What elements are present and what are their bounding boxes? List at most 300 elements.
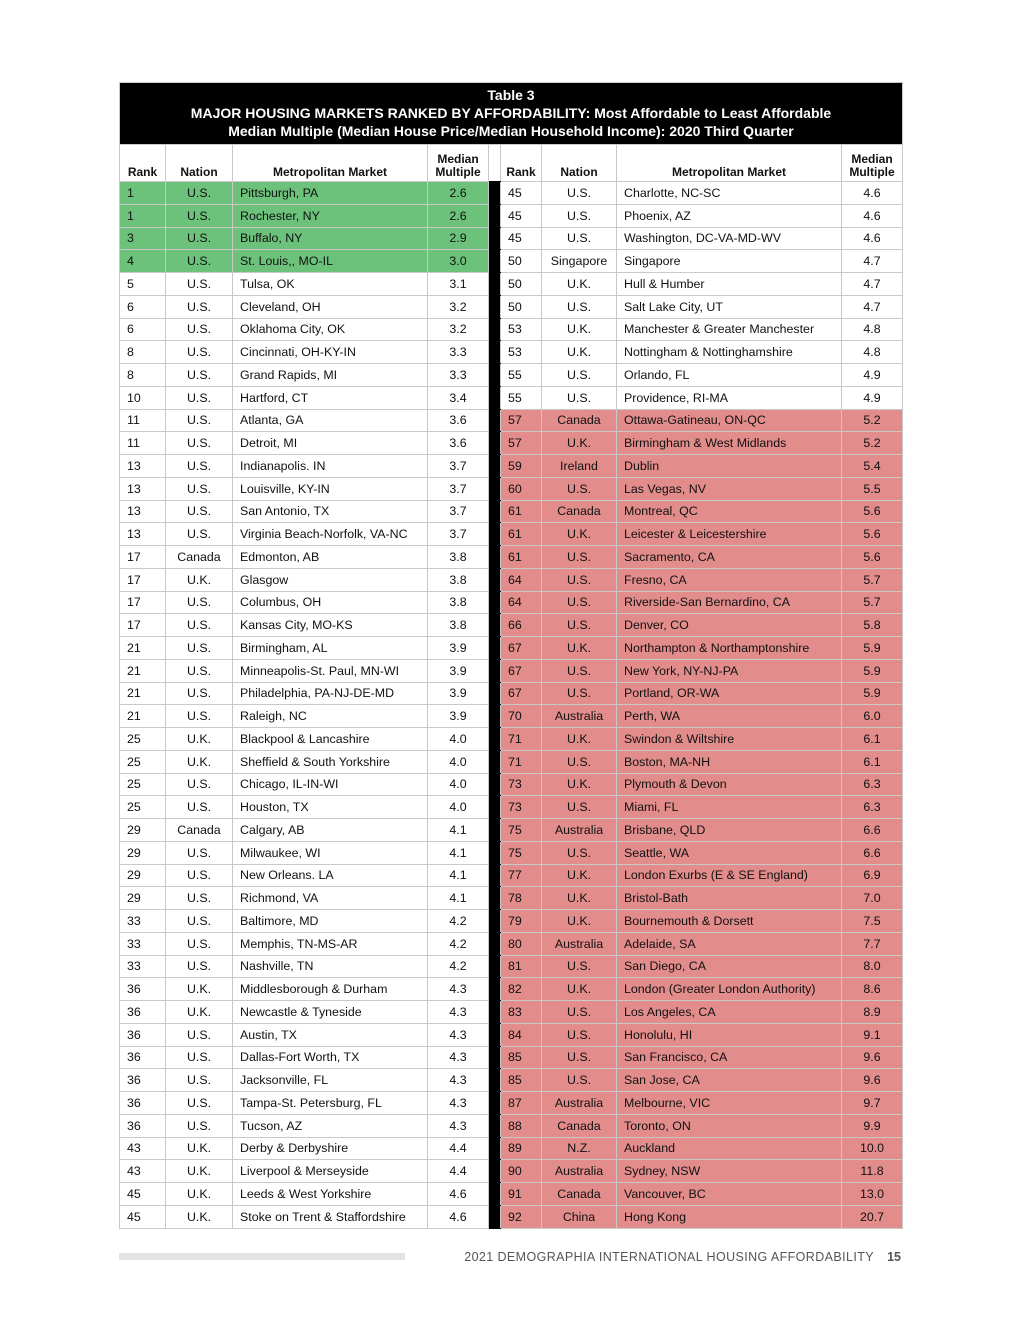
right-metro-cell: Auckland: [617, 1137, 842, 1160]
left-multiple-cell: 3.9: [428, 682, 489, 705]
right-rank-cell: 50: [501, 295, 542, 318]
column-separator: [489, 1114, 501, 1137]
right-metro-cell: Seattle, WA: [617, 841, 842, 864]
left-nation-cell: Canada: [166, 546, 233, 569]
left-multiple-cell: 4.6: [428, 1183, 489, 1206]
table-row: [120, 455, 903, 478]
left-nation-cell: U.S.: [166, 932, 233, 955]
left-nation-cell: U.S.: [166, 955, 233, 978]
left-nation-cell: U.S.: [166, 682, 233, 705]
left-rank-cell: 13: [120, 477, 166, 500]
right-multiple-cell: 13.0: [842, 1183, 903, 1206]
right-metro-cell: Nottingham & Nottinghamshire: [617, 341, 842, 364]
column-header-row: [120, 145, 903, 182]
table-row: [120, 637, 903, 660]
left-rank-cell: 5: [120, 273, 166, 296]
right-metro-cell: Bournemouth & Dorsett: [617, 910, 842, 933]
table-row: [120, 910, 903, 933]
table-row: [120, 864, 903, 887]
right-nation-cell: U.S.: [542, 750, 617, 773]
left-nation-cell: U.S.: [166, 227, 233, 250]
table-row: [120, 1114, 903, 1137]
right-metro-cell: Phoenix, AZ: [617, 204, 842, 227]
right-nation-cell: Australia: [542, 1092, 617, 1115]
right-multiple-cell: 20.7: [842, 1205, 903, 1228]
left-multiple-cell: 3.8: [428, 614, 489, 637]
right-rank-cell: 73: [501, 796, 542, 819]
right-multiple-cell: 6.3: [842, 796, 903, 819]
right-rank-cell: 60: [501, 477, 542, 500]
left-rank-cell: 6: [120, 295, 166, 318]
right-nation-cell: U.S.: [542, 182, 617, 205]
left-nation-cell: U.K.: [166, 978, 233, 1001]
column-separator: [489, 250, 501, 273]
right-metro-cell: New York, NY-NJ-PA: [617, 659, 842, 682]
left-rank-cell: 21: [120, 705, 166, 728]
table-row: [120, 932, 903, 955]
left-metro-cell: Indianapolis. IN: [233, 455, 428, 478]
column-separator: [489, 1023, 501, 1046]
left-metro-cell: Birmingham, AL: [233, 637, 428, 660]
table-row: [120, 318, 903, 341]
left-nation-cell: U.S.: [166, 1114, 233, 1137]
left-nation-cell: U.S.: [166, 1092, 233, 1115]
right-rank-cell: 57: [501, 409, 542, 432]
table-row: [120, 796, 903, 819]
table-row: [120, 546, 903, 569]
left-metro-cell: New Orleans. LA: [233, 864, 428, 887]
right-multiple-cell: 4.6: [842, 182, 903, 205]
left-metro-cell: Milwaukee, WI: [233, 841, 428, 864]
left-nation-cell: U.S.: [166, 1023, 233, 1046]
right-rank-cell: 59: [501, 455, 542, 478]
right-multiple-cell: 9.6: [842, 1046, 903, 1069]
left-rank-cell: 6: [120, 318, 166, 341]
column-separator: [489, 637, 501, 660]
left-nation-cell: U.S.: [166, 773, 233, 796]
column-separator: [489, 796, 501, 819]
right-nation-cell: Singapore: [542, 250, 617, 273]
right-multiple-cell: 5.9: [842, 659, 903, 682]
column-separator: [489, 887, 501, 910]
right-rank-cell: 45: [501, 204, 542, 227]
left-rank-cell: 8: [120, 341, 166, 364]
left-multiple-cell: 4.0: [428, 796, 489, 819]
right-nation-cell: U.K.: [542, 341, 617, 364]
right-nation-cell: U.S.: [542, 659, 617, 682]
right-rank-cell: 90: [501, 1160, 542, 1183]
left-nation-cell: U.S.: [166, 591, 233, 614]
right-rank-cell: 45: [501, 227, 542, 250]
column-separator: [489, 568, 501, 591]
right-nation-cell: Australia: [542, 1160, 617, 1183]
right-rank-cell: 79: [501, 910, 542, 933]
left-multiple-cell: 3.9: [428, 637, 489, 660]
column-separator: [489, 1046, 501, 1069]
left-metro-cell: Cincinnati, OH-KY-IN: [233, 341, 428, 364]
right-metro-cell: Providence, RI-MA: [617, 386, 842, 409]
left-rank-cell: 10: [120, 386, 166, 409]
right-multiple-cell: 9.1: [842, 1023, 903, 1046]
table-row: [120, 1205, 903, 1228]
left-metro-cell: Oklahoma City, OK: [233, 318, 428, 341]
left-rank-cell: 43: [120, 1137, 166, 1160]
right-nation-cell: U.S.: [542, 364, 617, 387]
right-nation-cell: U.S.: [542, 546, 617, 569]
right-nation-cell: U.K.: [542, 273, 617, 296]
right-multiple-cell: 9.7: [842, 1092, 903, 1115]
right-nation-cell: U.S.: [542, 955, 617, 978]
left-multiple-cell: 3.7: [428, 500, 489, 523]
right-metro-cell: Fresno, CA: [617, 568, 842, 591]
right-metro-cell: Perth, WA: [617, 705, 842, 728]
right-multiple-cell: 9.9: [842, 1114, 903, 1137]
right-rank-cell: 67: [501, 659, 542, 682]
left-rank-cell: 3: [120, 227, 166, 250]
right-metro-cell: Vancouver, BC: [617, 1183, 842, 1206]
right-metro-cell: Birmingham & West Midlands: [617, 432, 842, 455]
table-row: [120, 273, 903, 296]
left-multiple-cell: 3.3: [428, 364, 489, 387]
left-multiple-cell: 3.4: [428, 386, 489, 409]
table-subtitle-2: Median Multiple (Median House Price/Median Household Income): 2020 Third Quarter: [228, 123, 794, 139]
table-row: [120, 1069, 903, 1092]
right-multiple-cell: 6.3: [842, 773, 903, 796]
header-rank-right: Rank: [501, 145, 542, 182]
table-row: [120, 1183, 903, 1206]
right-multiple-cell: 5.2: [842, 432, 903, 455]
right-multiple-cell: 4.8: [842, 341, 903, 364]
right-nation-cell: U.S.: [542, 682, 617, 705]
left-multiple-cell: 4.0: [428, 773, 489, 796]
left-rank-cell: 29: [120, 841, 166, 864]
left-metro-cell: Richmond, VA: [233, 887, 428, 910]
left-multiple-cell: 3.8: [428, 546, 489, 569]
column-separator: [489, 705, 501, 728]
right-nation-cell: U.S.: [542, 614, 617, 637]
header-multiple-line1: Median: [437, 152, 479, 166]
left-metro-cell: Detroit, MI: [233, 432, 428, 455]
left-nation-cell: U.S.: [166, 659, 233, 682]
left-rank-cell: 13: [120, 455, 166, 478]
left-nation-cell: U.S.: [166, 1069, 233, 1092]
left-nation-cell: U.S.: [166, 523, 233, 546]
column-separator: [489, 1183, 501, 1206]
column-separator: [489, 432, 501, 455]
right-metro-cell: Portland, OR-WA: [617, 682, 842, 705]
table-body: [120, 182, 903, 1229]
right-multiple-cell: 6.0: [842, 705, 903, 728]
column-separator: [489, 1205, 501, 1228]
left-rank-cell: 4: [120, 250, 166, 273]
left-rank-cell: 17: [120, 614, 166, 637]
footer-publication: 2021 DEMOGRAPHIA INTERNATIONAL HOUSING AFFORDABILITY: [464, 1250, 874, 1264]
left-multiple-cell: 4.2: [428, 955, 489, 978]
column-separator: [489, 1001, 501, 1024]
right-metro-cell: Boston, MA-NH: [617, 750, 842, 773]
header-rank-left: Rank: [120, 145, 166, 182]
right-metro-cell: Las Vegas, NV: [617, 477, 842, 500]
header-multiple-line1: Median: [851, 152, 893, 166]
right-nation-cell: U.K.: [542, 318, 617, 341]
left-metro-cell: Leeds & West Yorkshire: [233, 1183, 428, 1206]
right-multiple-cell: 4.7: [842, 273, 903, 296]
left-metro-cell: Raleigh, NC: [233, 705, 428, 728]
right-multiple-cell: 6.9: [842, 864, 903, 887]
table-row: [120, 659, 903, 682]
table-row: [120, 773, 903, 796]
left-rank-cell: 13: [120, 500, 166, 523]
left-nation-cell: U.S.: [166, 341, 233, 364]
column-separator: [489, 659, 501, 682]
left-metro-cell: Jacksonville, FL: [233, 1069, 428, 1092]
column-separator: [489, 614, 501, 637]
left-multiple-cell: 3.7: [428, 523, 489, 546]
left-rank-cell: 36: [120, 1023, 166, 1046]
header-multiple-line2: Multiple: [435, 165, 481, 179]
left-nation-cell: U.K.: [166, 1205, 233, 1228]
header-nation-left: Nation: [166, 145, 233, 182]
left-rank-cell: 36: [120, 1046, 166, 1069]
column-separator: [489, 728, 501, 751]
left-metro-cell: Cleveland, OH: [233, 295, 428, 318]
right-nation-cell: N.Z.: [542, 1137, 617, 1160]
right-metro-cell: Montreal, QC: [617, 500, 842, 523]
right-rank-cell: 84: [501, 1023, 542, 1046]
right-multiple-cell: 6.6: [842, 841, 903, 864]
right-multiple-cell: 5.9: [842, 637, 903, 660]
right-metro-cell: Dublin: [617, 455, 842, 478]
left-metro-cell: Tampa-St. Petersburg, FL: [233, 1092, 428, 1115]
right-metro-cell: Toronto, ON: [617, 1114, 842, 1137]
left-multiple-cell: 3.6: [428, 432, 489, 455]
left-nation-cell: U.S.: [166, 364, 233, 387]
right-multiple-cell: 6.1: [842, 728, 903, 751]
left-metro-cell: Baltimore, MD: [233, 910, 428, 933]
affordability-table: [119, 82, 903, 1229]
right-nation-cell: U.K.: [542, 887, 617, 910]
column-separator: [489, 318, 501, 341]
column-separator: [489, 455, 501, 478]
right-nation-cell: U.K.: [542, 523, 617, 546]
right-multiple-cell: 9.6: [842, 1069, 903, 1092]
table-row: [120, 614, 903, 637]
right-multiple-cell: 5.4: [842, 455, 903, 478]
left-multiple-cell: 4.1: [428, 864, 489, 887]
left-nation-cell: U.S.: [166, 455, 233, 478]
right-metro-cell: Sydney, NSW: [617, 1160, 842, 1183]
footer-decorative-bar: [119, 1253, 405, 1260]
right-metro-cell: Denver, CO: [617, 614, 842, 637]
left-nation-cell: U.K.: [166, 750, 233, 773]
table-row: [120, 705, 903, 728]
table-row: [120, 750, 903, 773]
table-row: [120, 1046, 903, 1069]
right-multiple-cell: 4.7: [842, 295, 903, 318]
right-nation-cell: U.K.: [542, 910, 617, 933]
left-nation-cell: U.K.: [166, 728, 233, 751]
table-row: [120, 819, 903, 842]
table-row: [120, 250, 903, 273]
column-separator: [489, 546, 501, 569]
left-metro-cell: Austin, TX: [233, 1023, 428, 1046]
left-rank-cell: 36: [120, 1069, 166, 1092]
right-rank-cell: 67: [501, 637, 542, 660]
table-row: [120, 204, 903, 227]
left-metro-cell: St. Louis,, MO-IL: [233, 250, 428, 273]
left-multiple-cell: 3.0: [428, 250, 489, 273]
right-metro-cell: San Diego, CA: [617, 955, 842, 978]
header-multiple-left: [428, 145, 489, 182]
right-rank-cell: 75: [501, 841, 542, 864]
header-metro-left: Metropolitan Market: [233, 145, 428, 182]
column-separator: [489, 227, 501, 250]
right-metro-cell: Northampton & Northamptonshire: [617, 637, 842, 660]
left-rank-cell: 29: [120, 864, 166, 887]
right-rank-cell: 70: [501, 705, 542, 728]
left-metro-cell: Minneapolis-St. Paul, MN-WI: [233, 659, 428, 682]
left-nation-cell: U.S.: [166, 409, 233, 432]
right-nation-cell: U.S.: [542, 568, 617, 591]
right-nation-cell: U.K.: [542, 978, 617, 1001]
column-separator: [489, 864, 501, 887]
left-rank-cell: 36: [120, 978, 166, 1001]
left-metro-cell: San Antonio, TX: [233, 500, 428, 523]
left-metro-cell: Calgary, AB: [233, 819, 428, 842]
column-separator: [489, 500, 501, 523]
left-metro-cell: Dallas-Fort Worth, TX: [233, 1046, 428, 1069]
left-multiple-cell: 4.3: [428, 1092, 489, 1115]
left-metro-cell: Pittsburgh, PA: [233, 182, 428, 205]
right-nation-cell: Canada: [542, 409, 617, 432]
left-multiple-cell: 4.3: [428, 978, 489, 1001]
right-rank-cell: 75: [501, 819, 542, 842]
table-row: [120, 341, 903, 364]
header-multiple-line2: Multiple: [849, 165, 895, 179]
column-separator: [489, 591, 501, 614]
right-rank-cell: 71: [501, 728, 542, 751]
table-row: [120, 1160, 903, 1183]
right-rank-cell: 45: [501, 182, 542, 205]
left-metro-cell: Tucson, AZ: [233, 1114, 428, 1137]
left-multiple-cell: 3.3: [428, 341, 489, 364]
right-multiple-cell: 4.9: [842, 364, 903, 387]
left-rank-cell: 33: [120, 910, 166, 933]
left-metro-cell: Glasgow: [233, 568, 428, 591]
right-rank-cell: 55: [501, 386, 542, 409]
column-separator: [489, 273, 501, 296]
left-nation-cell: U.S.: [166, 796, 233, 819]
left-metro-cell: Houston, TX: [233, 796, 428, 819]
right-multiple-cell: 5.9: [842, 682, 903, 705]
left-rank-cell: 25: [120, 750, 166, 773]
left-nation-cell: U.S.: [166, 705, 233, 728]
right-rank-cell: 71: [501, 750, 542, 773]
left-rank-cell: 1: [120, 182, 166, 205]
right-multiple-cell: 5.6: [842, 523, 903, 546]
left-multiple-cell: 3.9: [428, 659, 489, 682]
left-multiple-cell: 4.3: [428, 1069, 489, 1092]
right-multiple-cell: 5.2: [842, 409, 903, 432]
right-rank-cell: 82: [501, 978, 542, 1001]
left-metro-cell: Rochester, NY: [233, 204, 428, 227]
table-row: [120, 841, 903, 864]
table-row: [120, 955, 903, 978]
left-metro-cell: Memphis, TN-MS-AR: [233, 932, 428, 955]
table-row: [120, 500, 903, 523]
right-multiple-cell: 4.7: [842, 250, 903, 273]
column-separator: [489, 341, 501, 364]
right-metro-cell: Manchester & Greater Manchester: [617, 318, 842, 341]
left-rank-cell: 1: [120, 204, 166, 227]
left-metro-cell: Virginia Beach-Norfolk, VA-NC: [233, 523, 428, 546]
left-metro-cell: Tulsa, OK: [233, 273, 428, 296]
right-metro-cell: San Francisco, CA: [617, 1046, 842, 1069]
left-rank-cell: 43: [120, 1160, 166, 1183]
right-rank-cell: 64: [501, 568, 542, 591]
left-rank-cell: 25: [120, 796, 166, 819]
left-rank-cell: 33: [120, 955, 166, 978]
left-multiple-cell: 3.1: [428, 273, 489, 296]
right-metro-cell: Charlotte, NC-SC: [617, 182, 842, 205]
left-nation-cell: U.S.: [166, 910, 233, 933]
left-multiple-cell: 4.2: [428, 932, 489, 955]
right-nation-cell: Canada: [542, 1183, 617, 1206]
left-metro-cell: Grand Rapids, MI: [233, 364, 428, 387]
right-multiple-cell: 7.5: [842, 910, 903, 933]
left-multiple-cell: 4.3: [428, 1114, 489, 1137]
table-row: [120, 432, 903, 455]
right-multiple-cell: 5.8: [842, 614, 903, 637]
left-rank-cell: 11: [120, 432, 166, 455]
left-nation-cell: U.S.: [166, 204, 233, 227]
right-nation-cell: U.S.: [542, 1001, 617, 1024]
page-number: 15: [887, 1250, 901, 1264]
right-multiple-cell: 5.6: [842, 500, 903, 523]
column-separator: [489, 1092, 501, 1115]
right-metro-cell: Salt Lake City, UT: [617, 295, 842, 318]
left-multiple-cell: 3.2: [428, 295, 489, 318]
column-separator: [489, 295, 501, 318]
left-multiple-cell: 3.8: [428, 568, 489, 591]
right-nation-cell: U.K.: [542, 773, 617, 796]
right-nation-cell: U.K.: [542, 637, 617, 660]
right-rank-cell: 55: [501, 364, 542, 387]
table-row: [120, 364, 903, 387]
left-rank-cell: 25: [120, 773, 166, 796]
left-nation-cell: U.S.: [166, 432, 233, 455]
column-separator: [489, 955, 501, 978]
left-rank-cell: 13: [120, 523, 166, 546]
table-subtitle: MAJOR HOUSING MARKETS RANKED BY AFFORDABILITY: Most Affordable to Least Affordable: [190, 105, 832, 121]
table-row: [120, 591, 903, 614]
table-title-block: [120, 83, 903, 145]
left-metro-cell: Liverpool & Merseyside: [233, 1160, 428, 1183]
right-multiple-cell: 4.6: [842, 204, 903, 227]
right-rank-cell: 87: [501, 1092, 542, 1115]
right-metro-cell: Leicester & Leicestershire: [617, 523, 842, 546]
left-nation-cell: U.S.: [166, 887, 233, 910]
column-separator: [489, 477, 501, 500]
column-separator: [489, 523, 501, 546]
left-rank-cell: 36: [120, 1114, 166, 1137]
table-row: [120, 477, 903, 500]
right-rank-cell: 66: [501, 614, 542, 637]
left-nation-cell: U.S.: [166, 318, 233, 341]
table-row: [120, 386, 903, 409]
right-nation-cell: U.S.: [542, 591, 617, 614]
right-metro-cell: Washington, DC-VA-MD-WV: [617, 227, 842, 250]
